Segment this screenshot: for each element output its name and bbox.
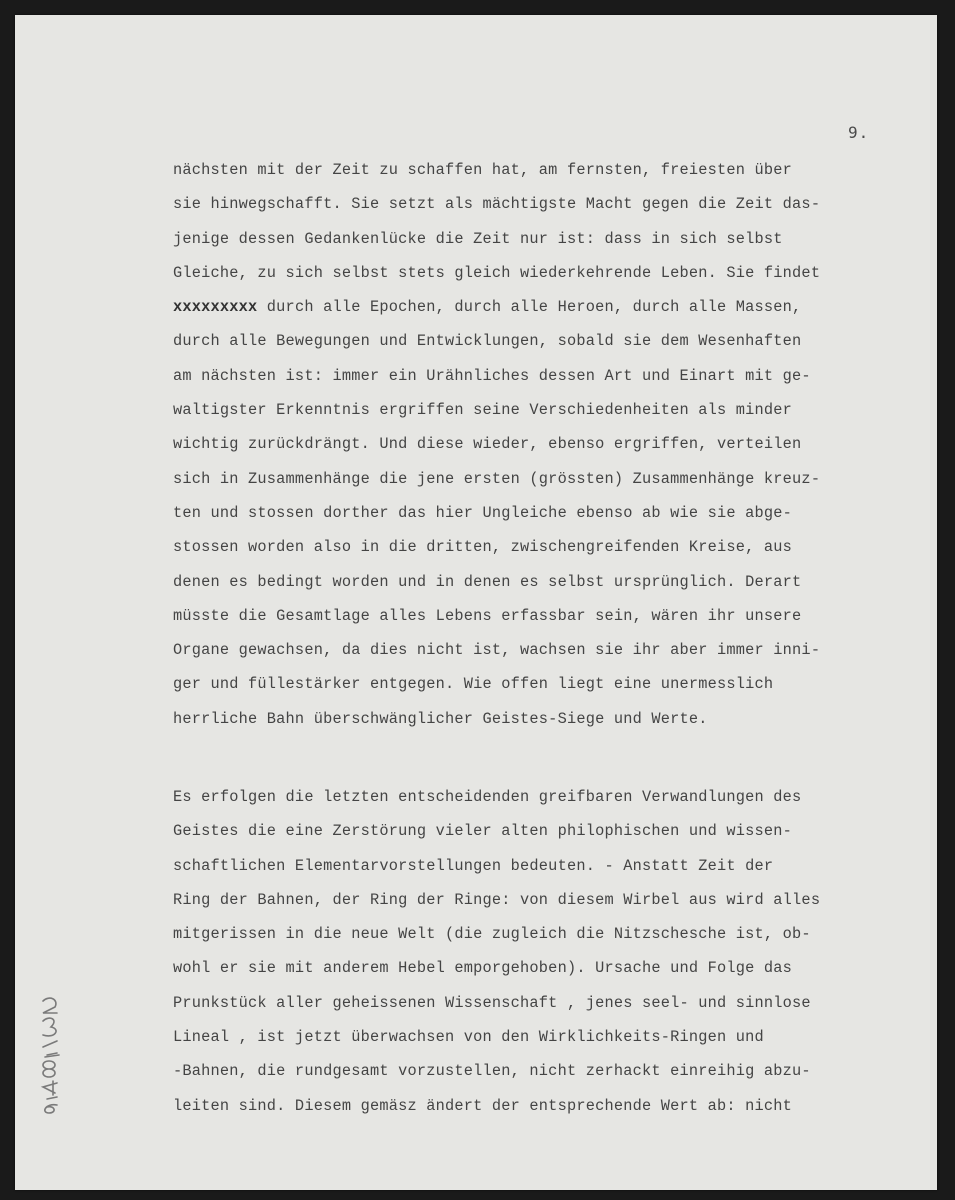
- text-line: wichtig zurückdrängt. Und diese wieder, ebenso ergriffen, verteilen: [173, 435, 802, 454]
- handwritten-archive-number: [35, 995, 65, 1115]
- text-line-with-strikeout: xxxxxxxxx durch alle Epochen, durch alle Heroen, durch alle Massen,: [173, 298, 802, 317]
- paragraph-1: [173, 153, 893, 736]
- text-line: Prunkstück aller geheissenen Wissenschaft , jenes seel- und sinnlose: [173, 993, 811, 1012]
- handwritten-number-drawing: [35, 995, 65, 1115]
- text-line: durch alle Bewegungen und Entwicklungen, sobald sie dem Wesenhaften: [173, 332, 802, 351]
- text-line: ten und stossen dorther das hier Ungleiche ebenso ab wie sie abge-: [173, 503, 793, 522]
- text-line: Gleiche, zu sich selbst stets gleich wiederkehrende Leben. Sie findet: [173, 263, 821, 282]
- text-line: sich in Zusammenhänge die jene ersten (grössten) Zusammenhänge kreuz-: [173, 469, 821, 488]
- text-line: wohl er sie mit anderem Hebel emporgehoben). Ursache und Folge das: [173, 959, 793, 978]
- text-line: sie hinwegschafft. Sie setzt als mächtigste Macht gegen die Zeit das-: [173, 195, 821, 214]
- text-line: denen es bedingt worden und in denen es selbst ursprünglich. Derart: [173, 572, 802, 591]
- text-line: jenige dessen Gedankenlücke die Zeit nur ist: dass in sich selbst: [173, 229, 783, 248]
- text-line: Geistes die eine Zerstörung vieler alten philophischen und wissen-: [173, 822, 793, 841]
- text-line: Organe gewachsen, da dies nicht ist, wachsen sie ihr aber immer inni-: [173, 641, 821, 660]
- text-line: Lineal , ist jetzt überwachsen von den Wirklichkeits-Ringen und: [173, 1028, 764, 1047]
- paragraph-2: [173, 780, 893, 1123]
- page-number: 9.: [848, 123, 870, 142]
- text-line: am nächsten ist: immer ein Urähnliches dessen Art und Einart mit ge-: [173, 366, 811, 385]
- text-line: -Bahnen, die rundgesamt vorzustellen, nicht zerhackt einreihig abzu-: [173, 1062, 811, 1081]
- text-line: Ring der Bahnen, der Ring der Ringe: von diesem Wirbel aus wird alles: [173, 890, 821, 909]
- text-line: nächsten mit der Zeit zu schaffen hat, am fernsten, freiesten über: [173, 161, 793, 179]
- struck-out-word: xxxxxxxxx: [173, 298, 258, 317]
- text-line: Es erfolgen die letzten entscheidenden greifbaren Verwandlungen des: [173, 788, 802, 806]
- text-line: müsste die Gesamtlage alles Lebens erfassbar sein, wären ihr unsere: [173, 606, 802, 625]
- text-line: schaftlichen Elementarvorstellungen bedeuten. - Anstatt Zeit der: [173, 856, 774, 875]
- text-line: ger und füllestärker entgegen. Wie offen liegt eine unermesslich: [173, 675, 774, 694]
- text-line: mitgerissen in die neue Welt (die zugleich die Nitzschesche ist, ob-: [173, 925, 811, 944]
- text-line: stossen worden also in die dritten, zwischengreifenden Kreise, aus: [173, 538, 793, 557]
- text-line: leiten sind. Diesem gemäsz ändert der entsprechende Wert ab: nicht: [173, 1096, 793, 1115]
- typescript-page: [15, 15, 937, 1190]
- text-line: herrliche Bahn überschwänglicher Geistes-Siege und Werte.: [173, 709, 708, 728]
- text-line: waltigster Erkenntnis ergriffen seine Verschiedenheiten als minder: [173, 401, 793, 420]
